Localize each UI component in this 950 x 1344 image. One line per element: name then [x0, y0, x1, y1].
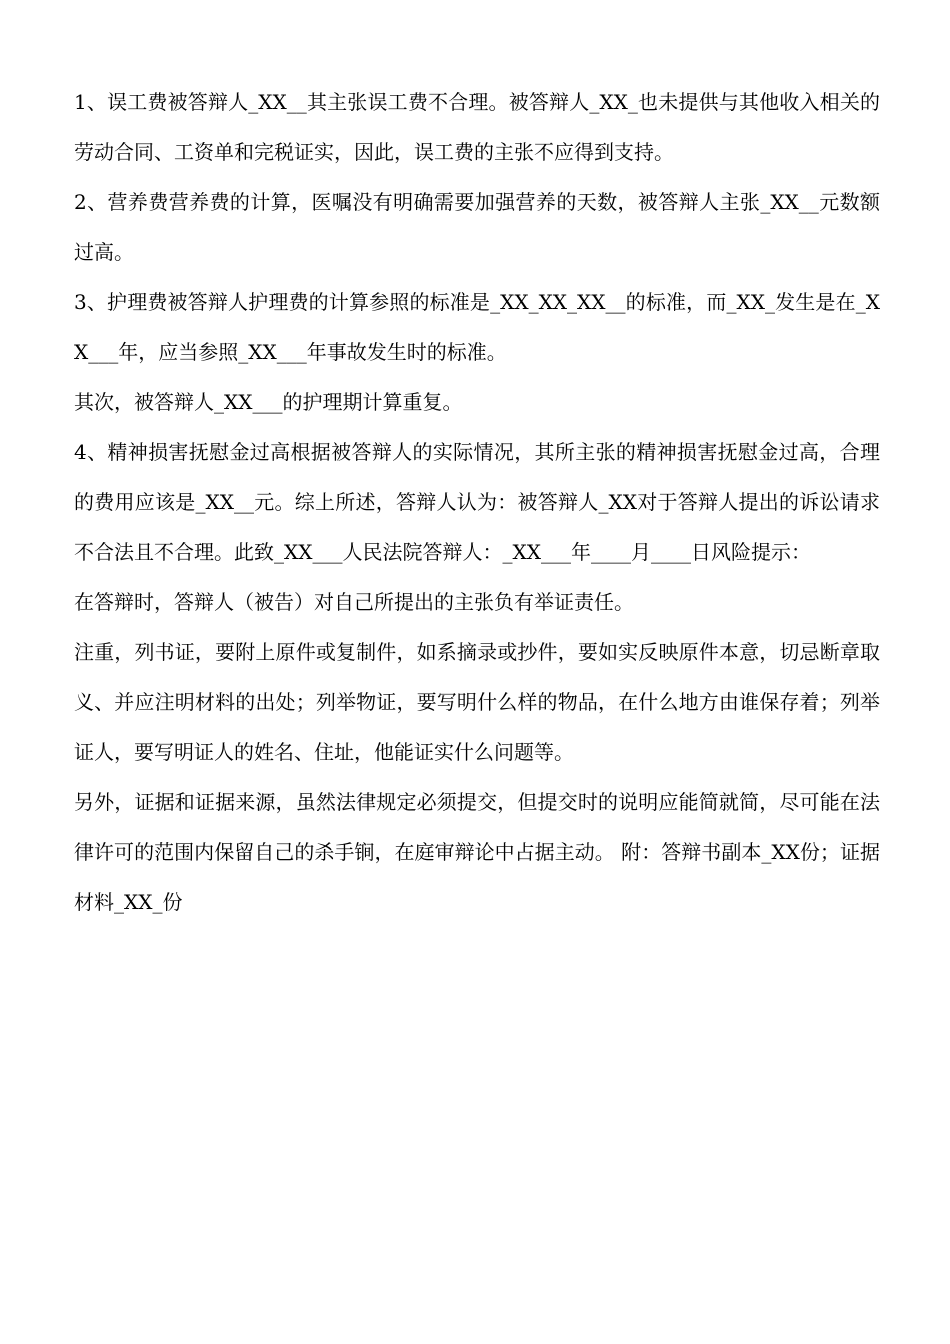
paragraph-nutrition-fee: 2、营养费营养费的计算，医嘱没有明确需要加强营养的天数，被答辩人主张_XX__元数额过高。	[74, 190, 880, 264]
paragraph-lost-wages: 1、误工费被答辩人_XX__其主张误工费不合理。被答辩人_XX_也未提供与其他收入相关的劳动合同、工资单和完税证实，因此，误工费的主张不应得到支持。	[74, 90, 880, 164]
paragraph-evidence-notes: 注重，列书证，要附上原件或复制件，如系摘录或抄件，要如实反映原件本意，切忌断章取义、并应注明材料的出处；列举物证，要写明什么样的物品，在什么地方由谁保存着；列举证人，要写明证人的姓名、住址，他能证实什么问题等。	[74, 640, 880, 764]
paragraph-attachments: 另外，证据和证据来源，虽然法律规定必须提交，但提交时的说明应能简就简，尽可能在法律许可的范围内保留自己的杀手锏，在庭审辩论中占据主动。 附：答辩书副本_XX份；证据材料_XX_份	[74, 790, 880, 914]
document-body	[74, 77, 880, 927]
paragraph-burden-of-proof: 在答辩时，答辩人（被告）对自己所提出的主张负有举证责任。	[74, 590, 634, 614]
paragraph-mental-damages: 4、精神损害抚慰金过高根据被答辩人的实际情况，其所主张的精神损害抚慰金过高，合理的费用应该是_XX__元。综上所述，答辩人认为：被答辩人_XX对于答辩人提出的诉讼请求不合法且不合理。此致_XX___人民法院答辩人：_XX___年____月____日风险提示：	[74, 440, 880, 564]
paragraph-nursing-fee: 3、护理费被答辩人护理费的计算参照的标准是_XX_XX_XX__的标准，而_XX_发生是在_XX___年，应当参照_XX___年事故发生时的标准。	[74, 290, 880, 364]
paragraph-nursing-period: 其次，被答辩人_XX___的护理期计算重复。	[74, 390, 463, 414]
